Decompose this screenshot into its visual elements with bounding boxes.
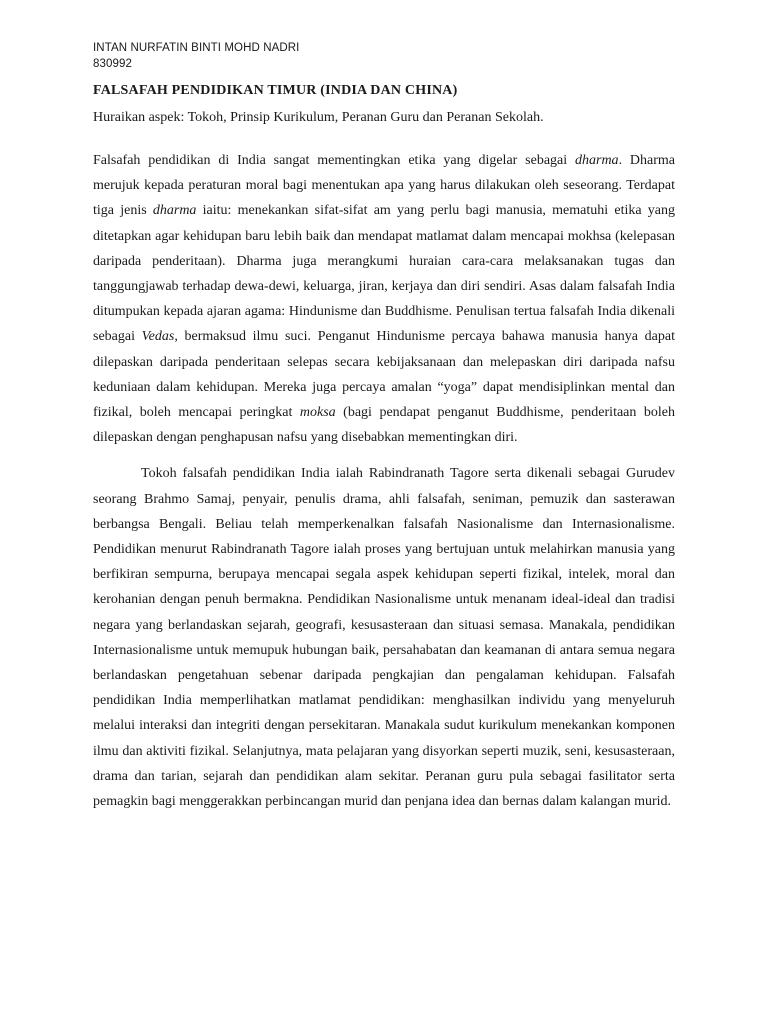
paragraph-tagore: Tokoh falsafah pendidikan India ialah Rabindranath Tagore serta dikenali sebagai Gurudev seorang Brahmo Samaj, penyair, penulis drama, ahli falsafah, seniman, pemuzik dan sasterawan berbangsa Bengali. Beliau telah memperkenalkan falsafah Nasionalisme dan Internasionalisme. Pendidikan menurut Rabindranath Tagore ialah proses yang bertujuan untuk melahirkan manusia yang berfikiran sempurna, berupaya mencapai segala aspek kehidupan seperti fizikal, intelek, moral dan kerohanian dengan penuh bermakna. Pendidikan Nasionalisme untuk menanam ideal-ideal dan tradisi negara yang berlandaskan sejarah, geografi, kesusasteraan dan situasi semasa. Manakala, pendidikan Internasionalisme untuk memupuk hubungan baik, persahabatan dan keamanan di antara semua negara berlandaskan pengetahuan sebenar daripada pengkajian dan pengalaman kehidupan. Falsafah pendidikan India memperlihatkan matlamat pendidikan: menghasilkan individu yang menyeluruh melalui interaksi dan integriti dengan persekitaran. Manakala sudut kurikulum menekankan komponen ilmu dan aktiviti fizikal. Selanjutnya, mata pelajaran yang disyorkan seperti muzik, seni, kesusasteraan, drama dan tarian, sejarah dan pendidikan alam sekitar. Peranan guru pula sebagai fasilitator serta pemagkin bagi menggerakkan perbincangan murid dan penjana idea dan bernas dalam kalangan murid. [93,466,675,810]
document-subtitle: Huraikan aspek: Tokoh, Prinsip Kurikulum, Peranan Guru dan Peranan Sekolah. [93,110,544,125]
document-page [93,40,675,814]
text-run: (bagi pendapat penganut Buddhisme, penderitaan boleh dilepaskan dengan penghapusan nafsu yang disebabkan mementingkan diri. [93,405,675,446]
document-title: FALSAFAH PENDIDIKAN TIMUR (INDIA DAN CHINA) [93,83,458,98]
author-id: 830992 [93,58,132,70]
italic-term: Vedas [141,329,175,345]
italic-term: moksa [299,405,336,421]
text-run: . Dharma merujuk kepada peraturan moral bagi menentukan apa yang harus dilakukan oleh seseorang. Terdapat tiga jenis [93,153,675,219]
text-run: iaitu: menekankan sifat-sifat am yang perlu bagi manusia, mematuhi etika yang ditetapkan agar kehidupan baru lebih baik dan mendapat matlamat dalam mencapai mokhsa (kelepasan daripada penderitaan). Dharma juga merangkumi huraian cara-cara melaksanakan tugas dan tanggungjawab terhadap dewa-dewi, keluarga, jiran, kerjaya dan diri sendiri. Asas dalam falsafah India ditumpukan kepada ajaran agama: Hindunisme dan Buddhisme. Penulisan tertua falsafah India dikenali sebagai [93,203,675,345]
italic-term: dharma [575,153,619,168]
text-run: , bermaksud ilmu suci. Penganut Hindunisme percaya bahawa manusia hanya dapat dilepaskan daripada penderitaan selepas secara kebijaksanaan dan melepaskan diri daripada nafsu keduniaan dalam kehidupan. Mereka juga percaya amalan “yoga” dapat mendisiplinkan mental dan fizikal, boleh mencapai peringkat [93,329,675,421]
italic-term: dharma [152,203,197,219]
author-name: INTAN NURFATIN BINTI MOHD NADRI [93,42,300,54]
paragraph-india-dharma [93,148,675,450]
text-run: Falsafah pendidikan di India sangat mementingkan etika yang digelar sebagai [93,153,575,168]
